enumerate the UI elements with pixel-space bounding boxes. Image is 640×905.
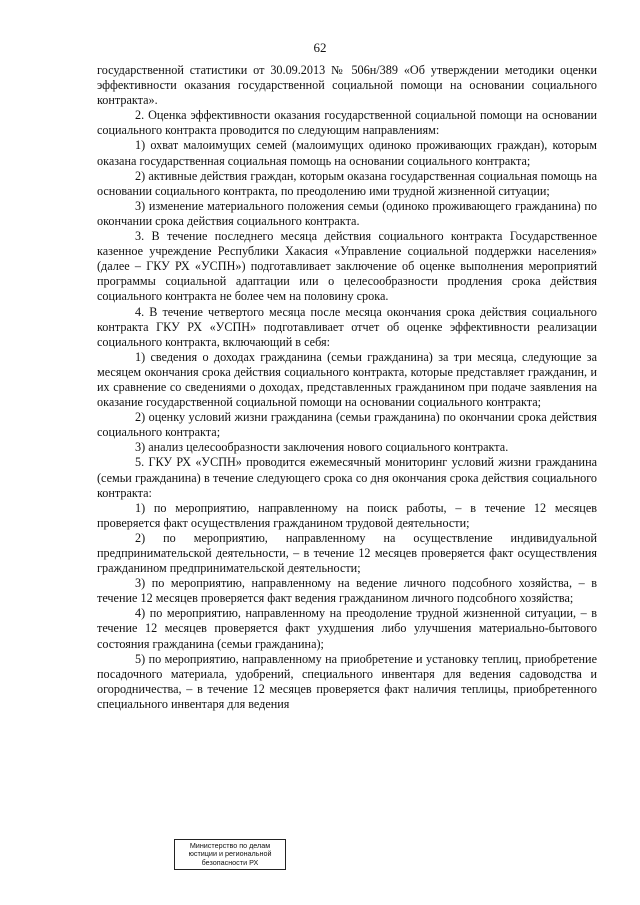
paragraph: 1) сведения о доходах гражданина (семьи гражданина) за три месяца, следующие за месяцем окончания срока действия социального контракта, которые представляет гражданин, и их сравнение со сведениями о доходах, представленных гражданином при подаче заявления на оказание государственной социальной помощи на основании социального контракта;	[97, 349, 597, 410]
page-number: 62	[313, 40, 327, 55]
paragraph: 5. ГКУ РХ «УСПН» проводится ежемесячный мониторинг условий жизни гражданина (семьи гражданина) в течение следующего срока со дня окончания срока действия социального контракта:	[97, 455, 597, 500]
stamp-line: юстиции и региональной	[188, 849, 272, 859]
paragraph: 1) охват малоимущих семей (малоимущих одиноко проживающих граждан), которым оказана государственная социальная помощь на основании социального контракта;	[97, 138, 597, 168]
paragraph: 4) по мероприятию, направленному на преодоление трудной жизненной ситуации, – в течение 12 месяцев проверяется факт ухудшения либо улучшения материально-бытового состояния гражданина (семьи гражданина);	[97, 606, 597, 651]
paragraph: 2. Оценка эффективности оказания государственной социальной помощи на основании социального контракта проводится по следующим направлениям:	[97, 108, 597, 138]
stamp-line: безопасности РХ	[201, 857, 259, 867]
paragraph: 3. В течение последнего месяца действия социального контракта Государственное казенное учреждение Республики Хакасия «Управление социальной поддержки населения» (далее – ГКУ РХ «УСПН») подготавливает заключение об оценке выполнения мероприятий программы социальной адаптации или о целесообразности продления срока действия социального контракта не более чем на половину срока.	[97, 229, 597, 304]
paragraph: 2) по мероприятию, направленному на осуществление индивидуальной предпринимательской деятельности, – в течение 12 месяцев проверяется факт осуществления гражданином предпринимательской деятельности;	[97, 530, 597, 576]
paragraph: 2) активные действия граждан, которым оказана государственная социальная помощь на основании социального контракта, по преодолению ими трудной жизненной ситуации;	[97, 168, 597, 198]
paragraph: государственной статистики от 30.09.2013 № 506н/389 «Об утверждении методики оценки эффективности оказания государственной социальной помощи на основании социального контракта».	[97, 63, 597, 108]
paragraph: 1) по мероприятию, направленному на поиск работы, – в течение 12 месяцев проверяется факт осуществления гражданином трудовой деятельности;	[97, 500, 597, 530]
document-body	[97, 63, 597, 712]
paragraph: 3) изменение материального положения семьи (одиноко проживающего гражданина) по окончании срока действия социального контракта.	[97, 198, 597, 228]
stamp-line: Министерство по делам	[189, 841, 271, 850]
paragraph: 2) оценку условий жизни гражданина (семьи гражданина) по окончании срока действия социального контракта;	[97, 410, 597, 440]
registration-stamp	[174, 839, 286, 870]
paragraph: 3) анализ целесообразности заключения нового социального контракта.	[135, 440, 509, 455]
paragraph: 5) по мероприятию, направленному на приобретение и установку теплиц, приобретение посадочного материала, удобрений, специального инвентаря для ведения садоводства и огородничества, – в течение 12 месяцев проверяется факт наличия теплицы, приобретенного специального инвентаря для ведения	[97, 651, 597, 711]
paragraph: 4. В течение четвертого месяца после месяца окончания срока действия социального контракта ГКУ РХ «УСПН» подготавливает отчет об оценке эффективности реализации социального контракта, включающий в себя:	[97, 304, 597, 349]
paragraph: 3) по мероприятию, направленному на ведение личного подсобного хозяйства, – в течение 12 месяцев проверяется факт ведения гражданином личного подсобного хозяйства;	[97, 576, 597, 606]
